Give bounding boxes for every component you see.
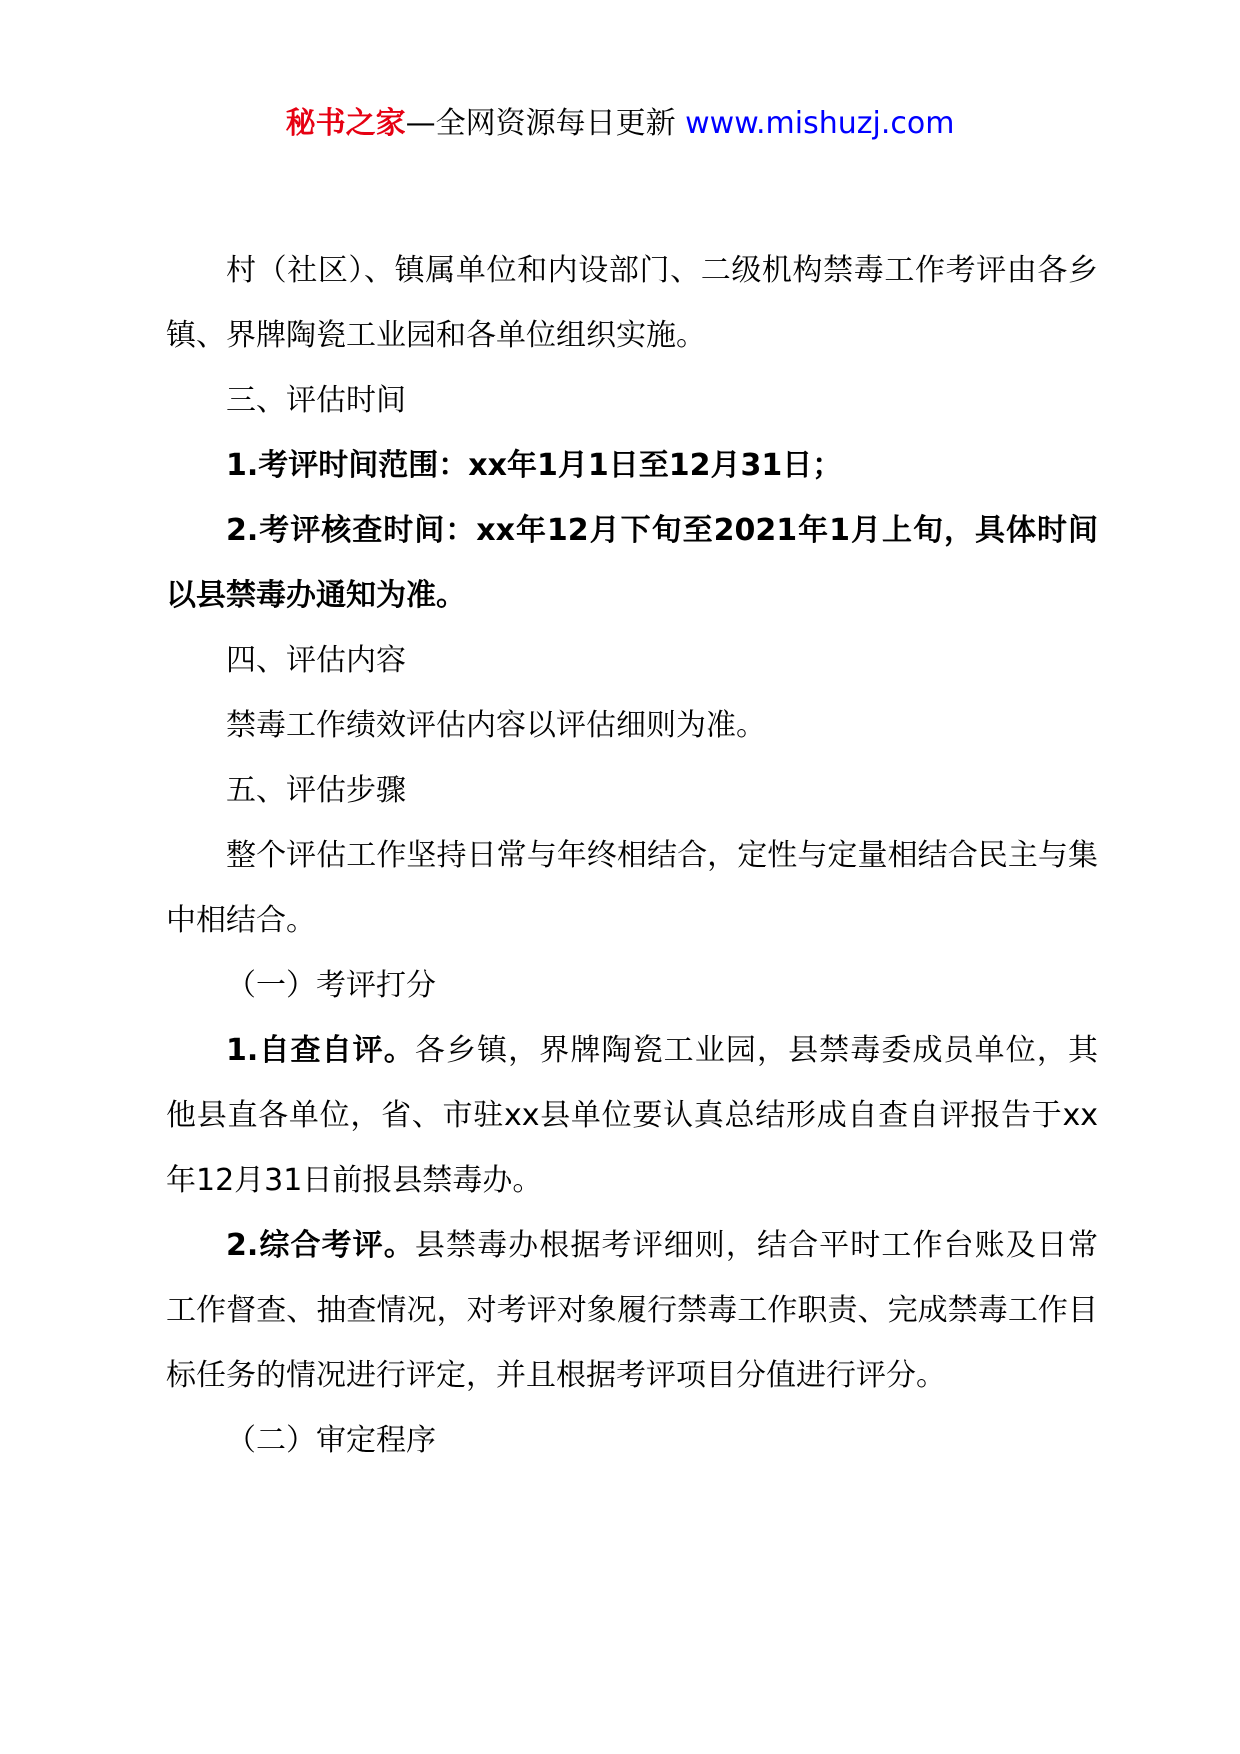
- section-heading-evaluation-steps: 五、评估步骤: [226, 773, 406, 808]
- brand-name: 秘书之家: [285, 106, 406, 141]
- header-slogan: —全网资源每日更新: [405, 106, 676, 141]
- item-assessment-period: 1.考评时间范围：xx年1月1日至12月31日；: [226, 448, 843, 483]
- paragraph-self-assessment: [166, 1018, 1098, 1213]
- paragraph-evaluation-content: 禁毒工作绩效评估内容以评估细则为准。: [226, 708, 766, 743]
- comprehensive-assessment-text: 县禁毒办根据考评细则，结合平时工作台账及日常工作督查、抽查情况，对考评对象履行禁毒工作职责、完成禁毒工作目标任务的情况进行评定，并且根据考评项目分值进行评分。: [166, 1228, 1098, 1393]
- paragraph-evaluation-principles: 整个评估工作坚持日常与年终相结合，定性与定量相结合民主与集中相结合。: [166, 838, 1098, 938]
- paragraph-comprehensive-assessment: [166, 1213, 1098, 1408]
- page-header: [0, 102, 1240, 146]
- section-heading-evaluation-content: 四、评估内容: [226, 643, 406, 678]
- section-heading-evaluation-time: 三、评估时间: [226, 383, 406, 418]
- document-body: [166, 238, 1098, 1473]
- self-assessment-text: 各乡镇，界牌陶瓷工业园，县禁毒委成员单位，其他县直各单位，省、市驻xx县单位要认真总结形成自查自评报告于xx年12月31日前报县禁毒办。: [166, 1033, 1098, 1198]
- self-assessment-lead: 1.自查自评。: [226, 1033, 415, 1068]
- comprehensive-assessment-lead: 2.综合考评。: [226, 1228, 415, 1263]
- subsection-heading-scoring: （一）考评打分: [226, 968, 436, 1003]
- paragraph-village-assessment: 村（社区）、镇属单位和内设部门、二级机构禁毒工作考评由各乡镇、界牌陶瓷工业园和各单位组织实施。: [166, 253, 1098, 353]
- item-verification-period: 2.考评核查时间：xx年12月下旬至2021年1月上旬，具体时间以县禁毒办通知为准。: [166, 513, 1098, 613]
- subsection-heading-approval: （二）审定程序: [226, 1423, 436, 1458]
- website-link[interactable]: www.mishuzj.com: [685, 106, 955, 141]
